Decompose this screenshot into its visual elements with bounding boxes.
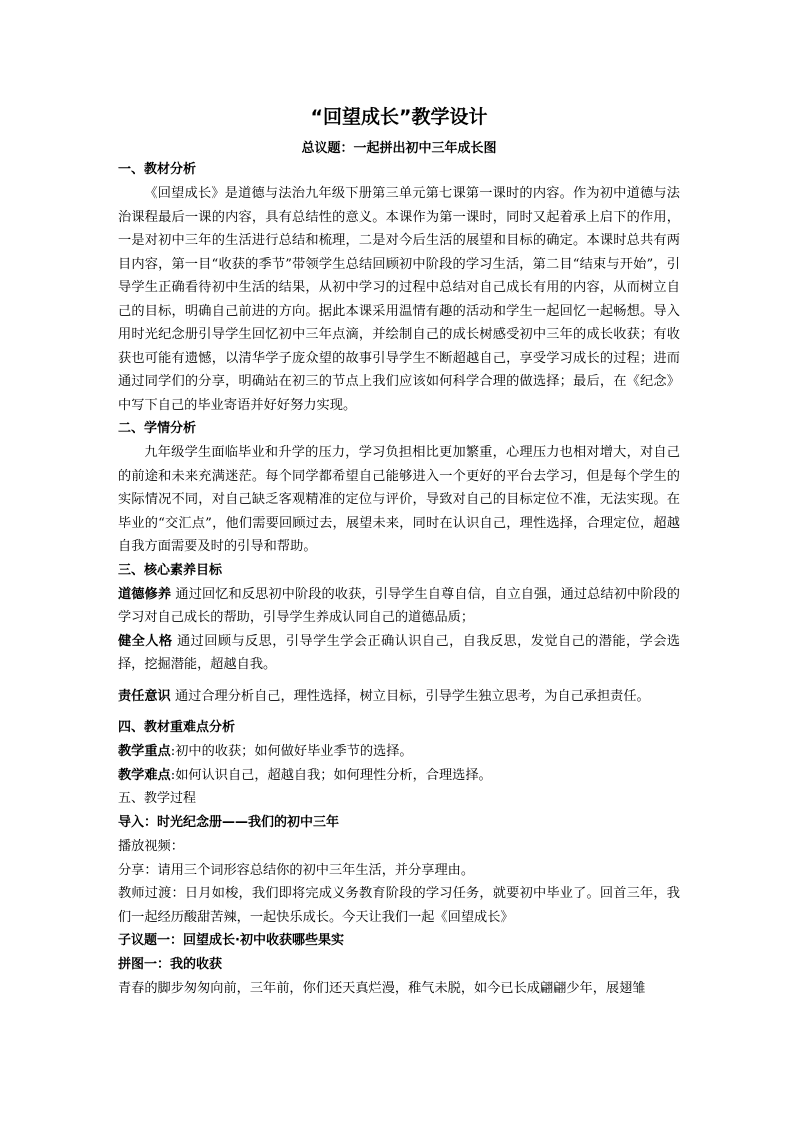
- goal-item-moral: [118, 583, 680, 630]
- share-line: 分享：请用三个词形容总结你的初中三年生活，并分享理由。: [118, 862, 475, 878]
- student-analysis-paragraph: 九年级学生面临毕业和升学的压力，学习负担相比更加繁重，心理压力也相对增大，对自己的前途和未来充满迷茫。每个同学都希望自己能够进入一个更好的平台去学习，但是每个学生的实际情况不同，对自己缺乏客观精准的定位与评价，导致对自己的目标定位不准，无法实现。在毕业的“交汇点”，他们需要回顾过去，展望未来，同时在认识自己，理性选择，合理定位，超越自我方面需要及时的引导和帮助。: [118, 445, 680, 554]
- puzzle-1-heading: 拼图一：我的收获: [118, 957, 223, 972]
- section-heading-core-goals: 三、核心素养目标: [118, 562, 223, 578]
- video-line: 播放视频：: [118, 839, 184, 854]
- difficult-point-line: 教学难点:如何认识自己，超越自我；如何理性分析，合理选择。: [118, 767, 492, 783]
- goal-label: 健全人格: [118, 633, 173, 649]
- key-point-label: 教学重点: [118, 744, 171, 759]
- sub-topic-1-heading: 子议题一：回望成长·初中收获哪些果实: [118, 933, 344, 948]
- key-point-line: 教学重点:初中的收获；如何做好毕业季节的选择。: [118, 744, 413, 759]
- document-subtitle: 总议题：一起拼出初中三年成长图: [301, 141, 497, 156]
- intro-heading: 导入：时光纪念册——我们的初中三年: [118, 815, 340, 830]
- goal-label: 责任意识: [118, 688, 171, 704]
- document-title: “回望成长”教学设计: [310, 106, 488, 128]
- goal-label: 道德修养: [118, 586, 172, 602]
- teacher-transition: 教师过渡：日月如梭，我们即将完成义务教育阶段的学习任务，就要初中毕业了。回首三年，我们一起经历酸甜苦辣，一起快乐成长。今天让我们一起《回望成长》: [118, 886, 680, 925]
- section-heading-textbook-analysis: 一、教材分析: [118, 162, 197, 177]
- textbook-analysis-paragraph: 《回望成长》是道德与法治九年级下册第三单元第七课第一课时的内容。作为初中道德与法治课程最后一课的内容，具有总结性的意义。本课作为第一课时，同时又起着承上启下的作用，一是对初中三年的生活进行总结和梳理，二是对今后生活的展望和目标的确定。本课时总共有两目内容，第一目“收获的季节”带领学生总结回顾初中阶段的学习生活，第二目“结束与开始”，引导学生正确看待初中生活的结果，从初中学习的过程中总结对自己成长有用的内容，从而树立自己的目标，明确自己前进的方向。据此本课采用温情有趣的活动和学生一起回忆一起畅想。导入用时光纪念册引导学生回忆初中三年点滴，并绘制自己的成长树感受初中三年的成长收获；有收获也可能有遗憾，以清华学子庞众望的故事引导学生不断超越自己，享受学习成长的过程；进而通过同学们的分享，明确站在初三的节点上我们应该如何科学合理的做选择；最后，在《纪念》中写下自己的毕业寄语并好好努力实现。: [118, 186, 680, 413]
- goal-text: 通过合理分析自己，理性选择，树立目标，引导学生独立思考，为自己承担责任。: [174, 688, 650, 704]
- section-heading-student-analysis: 二、学情分析: [118, 421, 197, 436]
- goal-item-responsibility: [118, 685, 680, 709]
- difficult-point-text: 如何认识自己，超越自我；如何理性分析，合理选择。: [175, 767, 492, 783]
- document-body: [118, 104, 680, 1001]
- key-point-text: 初中的收获；如何做好毕业季节的选择。: [175, 744, 413, 759]
- difficult-point-label: 教学难点: [118, 767, 171, 783]
- closing-paragraph: 青春的脚步匆匆向前，三年前，你们还天真烂漫，稚气未脱，如今已长成翩翩少年，展翅雏: [118, 981, 646, 996]
- goal-text: 通过回忆和反思初中阶段的收获，引导学生自尊自信，自立自强，通过总结初中阶段的学习对自己成长的帮助，引导学生养成认同自己的道德品质；: [118, 586, 680, 625]
- goal-item-personality: [118, 630, 680, 677]
- goal-text: 通过回顾与反思，引导学生学会正确认识自己，自我反思，发觉自己的潜能，学会选择，挖掘潜能，超越自我。: [118, 633, 680, 672]
- section-heading-key-difficult: 四、教材重难点分析: [118, 720, 236, 735]
- section-heading-teaching-process: 五、教学过程: [118, 791, 197, 806]
